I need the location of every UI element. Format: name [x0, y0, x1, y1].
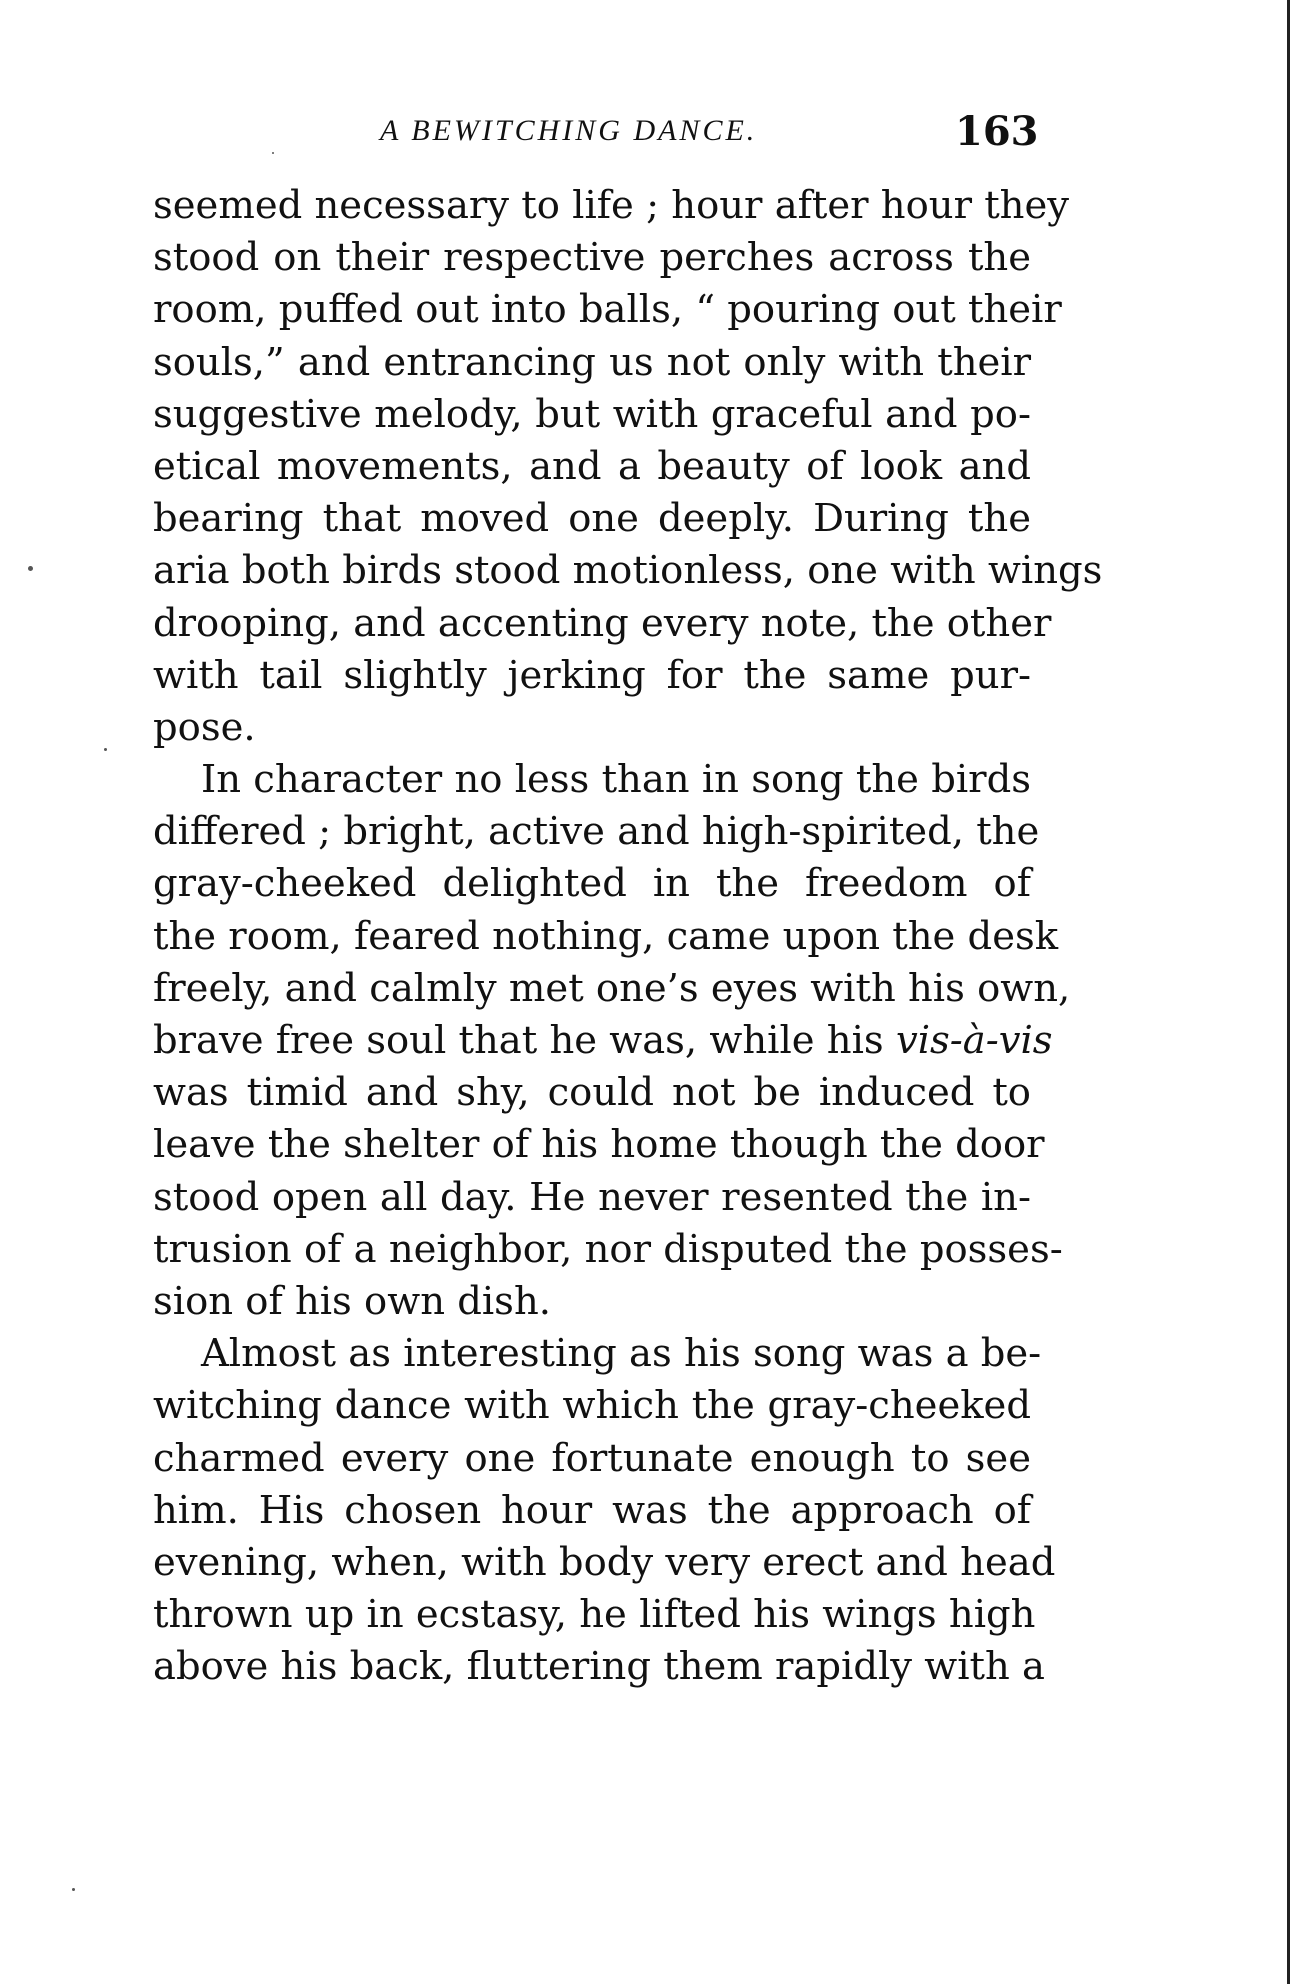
- text-line: stood open all day. He never resented the in-: [153, 1174, 1031, 1220]
- text-line: room, puffed out into balls, “ pouring out their: [153, 287, 1062, 333]
- text-line: etical movements, and a beauty of look and: [153, 443, 1031, 489]
- text-line: Almost as interesting as his song was a be-: [201, 1331, 1042, 1377]
- running-head: A BEWITCHING DANCE.: [380, 114, 758, 147]
- text-line: with tail slightly jerking for the same pur-: [153, 652, 1031, 698]
- text-line: stood on their respective perches across the: [153, 235, 1031, 281]
- text-line: gray-cheeked delighted in the freedom of: [153, 861, 1031, 907]
- text-line: In character no less than in song the birds: [201, 757, 1031, 803]
- text-line: trusion of a neighbor, nor disputed the posses-: [153, 1226, 1063, 1272]
- paper-speck: [28, 566, 33, 571]
- text-line: leave the shelter of his home though the door: [153, 1122, 1045, 1168]
- text-line: souls,” and entrancing us not only with their: [153, 339, 1031, 385]
- paper-speck: [72, 1888, 75, 1891]
- text-line: witching dance with which the gray-cheeked: [153, 1383, 1031, 1429]
- paper-speck: [104, 748, 107, 751]
- text-line: aria both birds stood motionless, one with wings: [153, 548, 1103, 594]
- paper-speck: [272, 152, 274, 154]
- text-line: differed ; bright, active and high-spirited, the: [153, 809, 1040, 855]
- italic-phrase: vis-à-vis: [895, 1018, 1053, 1063]
- body-text: [153, 180, 1103, 1693]
- page-number: 163: [955, 108, 1039, 155]
- text-line: above his back, fluttering them rapidly with a: [153, 1644, 1046, 1690]
- text-line: sion of his own dish.: [153, 1278, 551, 1324]
- text-line: evening, when, with body very erect and head: [153, 1539, 1056, 1585]
- text-line-with-italic: [153, 1015, 1053, 1067]
- text-line: the room, feared nothing, came upon the desk: [153, 913, 1059, 959]
- text-line: bearing that moved one deeply. During the: [153, 496, 1031, 542]
- page-header: [0, 108, 1290, 158]
- text-line: drooping, and accenting every note, the other: [153, 600, 1052, 646]
- text-line: pose.: [153, 704, 256, 750]
- text-line: thrown up in ecstasy, he lifted his wings high: [153, 1592, 1036, 1638]
- text-line: seemed necessary to life ; hour after hour they: [153, 183, 1070, 228]
- text-line: him. His chosen hour was the approach of: [153, 1487, 1031, 1533]
- text-line: charmed every one fortunate enough to see: [153, 1435, 1031, 1481]
- text-fragment: brave free soul that he was, while his: [153, 1018, 884, 1063]
- text-line: suggestive melody, but with graceful and po-: [153, 391, 1031, 437]
- text-line: freely, and calmly met one’s eyes with his own,: [153, 965, 1071, 1011]
- text-line: was timid and shy, could not be induced to: [153, 1070, 1031, 1116]
